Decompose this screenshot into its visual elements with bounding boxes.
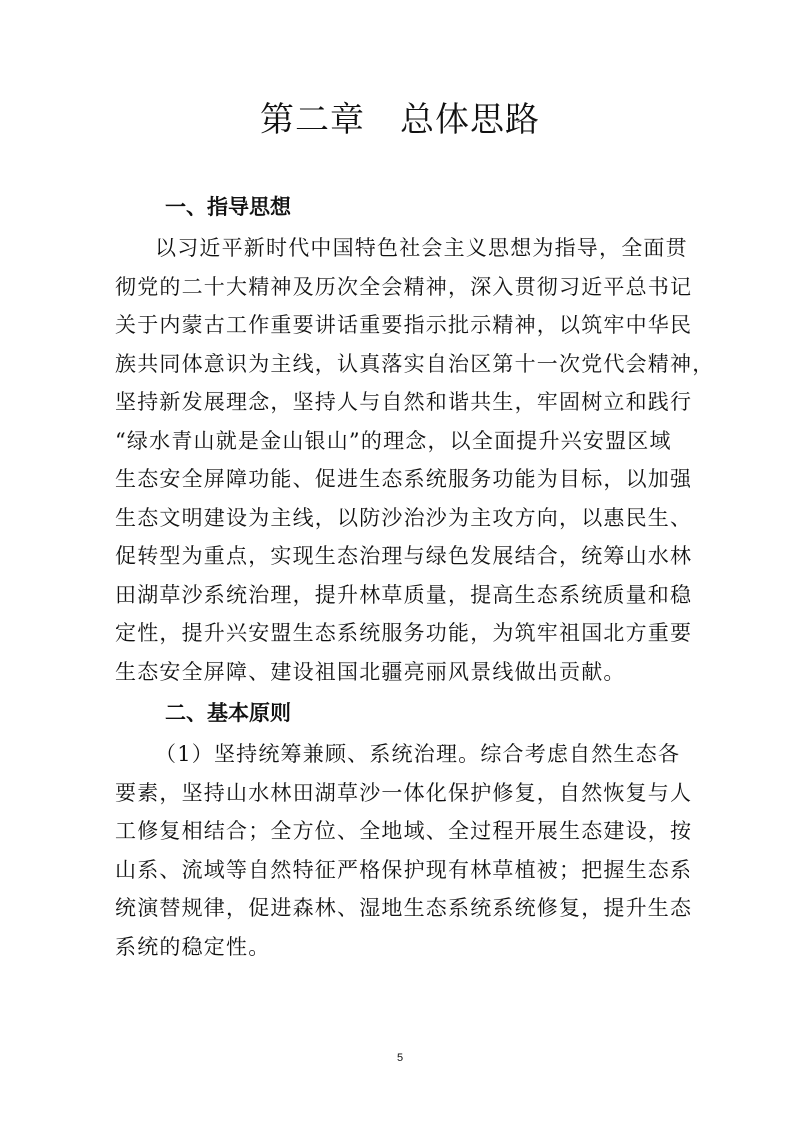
paragraph-line: （1）坚持统筹兼顾、系统治理。综合考虑自然生态各 <box>155 742 681 766</box>
paragraph-line: 生态文明建设为主线，以防沙治沙为主攻方向，以惠民生、 <box>115 505 693 530</box>
paragraph-line: 定性，提升兴安盟生态系统服务功能，为筑牢祖国北方重要 <box>115 621 693 645</box>
paragraph-line: 工修复相结合；全方位、全地域、全过程开展生态建设，按 <box>115 819 693 843</box>
paragraph-line: 坚持新发展理念，坚持人与自然和谐共生，牢固树立和践行 <box>115 390 693 414</box>
paragraph-line: 田湖草沙系统治理，提升林草质量，提高生态系统质量和稳 <box>115 582 693 607</box>
paragraph-line: 促转型为重点，实现生态治理与绿色发展结合，统筹山水林 <box>115 544 693 568</box>
section-heading-basic-principles: 二、基本原则 <box>165 701 291 725</box>
paragraph-line: 生态安全屏障、建设祖国北疆亮丽风景线做出贡献。 <box>115 659 626 684</box>
paragraph-line: 关于内蒙古工作重要讲话重要指示批示精神，以筑牢中华民 <box>115 313 693 337</box>
paragraph-line: 彻党的二十大精神及历次全会精神，深入贯彻习近平总书记 <box>115 274 693 299</box>
guiding-ideology-paragraph <box>115 229 715 691</box>
paragraph-line: 山系、流域等自然特征严格保护现有林草植被；把握生态系 <box>115 857 693 882</box>
section-heading-guiding-ideology: 一、指导思想 <box>165 195 291 219</box>
basic-principles-paragraph <box>115 735 692 966</box>
paragraph-line: “绿水青山就是金山银山”的理念，以全面提升兴安盟区域 <box>115 428 672 453</box>
page-number: 5 <box>396 1052 404 1064</box>
paragraph-line: 统演替规律，促进森林、湿地生态系统系统修复，提升生态 <box>115 896 693 920</box>
paragraph-line: 系统的稳定性。 <box>115 934 271 959</box>
paragraph-line: 要素，坚持山水林田湖草沙一体化保护修复，自然恢复与人 <box>115 780 693 805</box>
chapter-title: 第二章 总体思路 <box>260 100 540 140</box>
paragraph-line: 族共同体意识为主线，认真落实自治区第十一次党代会精神， <box>115 351 715 376</box>
page-content <box>115 185 715 966</box>
paragraph-line: 生态安全屏障功能、促进生态系统服务功能为目标，以加强 <box>115 467 693 491</box>
paragraph-line: 以习近平新时代中国特色社会主义思想为指导，全面贯 <box>155 236 688 260</box>
